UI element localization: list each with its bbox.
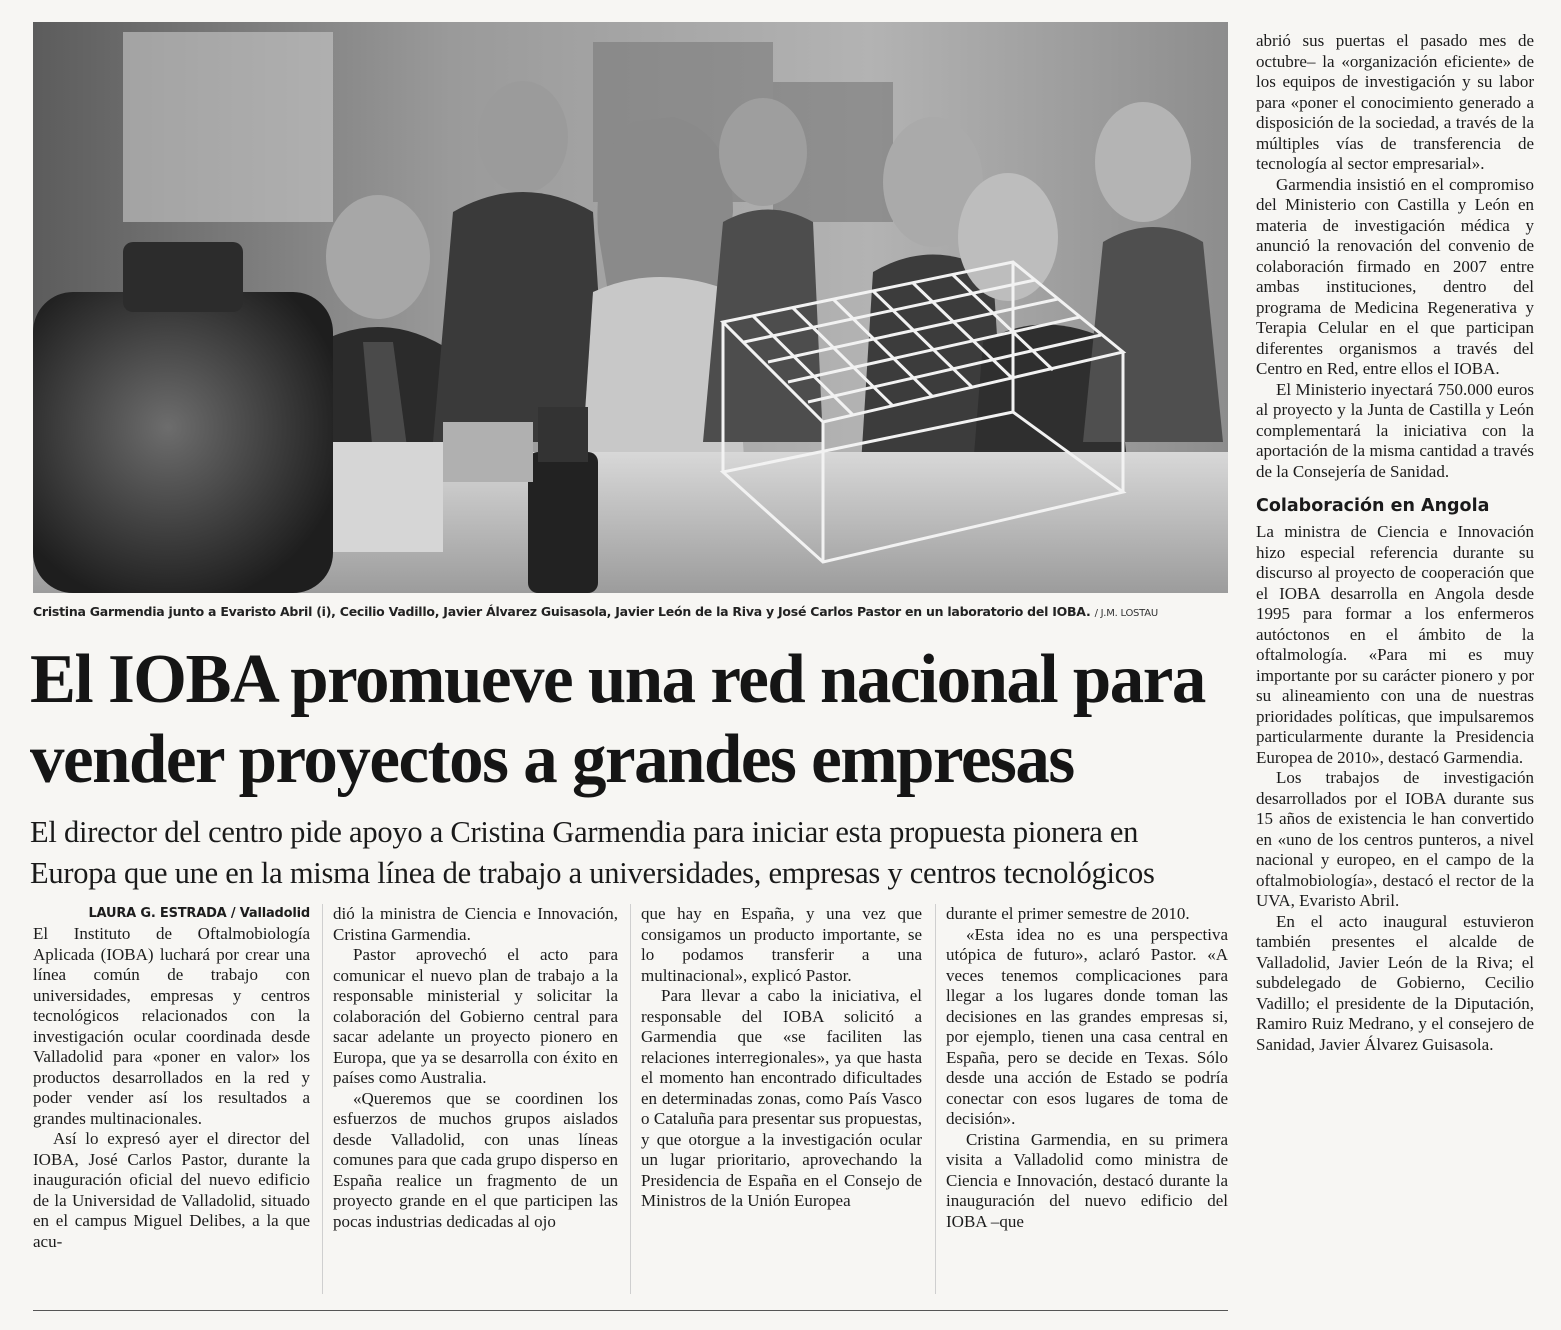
lab-photo-illustration bbox=[33, 22, 1228, 593]
paragraph: «Esta idea no es una perspectiva utópica de futuro», aclaró Pastor. «A veces tenemos complicaciones para llegar a los lugares donde toman las decisiones en las grandes empresas si, por ejemplo, tienen una casa central en España, pero se decide en Texas. Sólo desde una acción de Estado se podría conectar con esos lugares de toma de decisión». bbox=[946, 924, 1228, 1128]
paragraph: Cristina Garmendia, en su primera visita a Valladolid como ministra de Ciencia e Innovación, destacó durante la inauguración del nuevo edificio del IOBA –que bbox=[946, 1129, 1228, 1231]
bottom-rule bbox=[33, 1310, 1228, 1311]
headline-line-2: vender proyectos a grandes empresas bbox=[30, 721, 1074, 798]
article-column-3 bbox=[641, 904, 922, 1212]
photo-credit: / J.M. LOSTAU bbox=[1094, 608, 1158, 619]
column-rule bbox=[935, 904, 936, 1294]
paragraph: Pastor aprovechó el acto para comunicar el nuevo plan de trabajo a la responsable ministerial y solicitar la colaboración del Gobierno central para sacar adelante un proyecto pionero en Europa, que ya se desarrolla con éxito en países como Australia. bbox=[333, 945, 618, 1087]
section-subhead: Colaboración en Angola bbox=[1256, 496, 1490, 516]
paragraph: Los trabajos de investigación desarrollados por el IOBA durante sus 15 años de existencia le han convertido en «uno de los centros punteros, a nivel nacional y europeo, en el campo de la oftalmobiología», destacó el rector de la UVA, Evaristo Abril. bbox=[1256, 768, 1534, 910]
article-column-5 bbox=[1256, 31, 1534, 1055]
paragraph: La ministra de Ciencia e Innovación hizo especial referencia durante su discurso al proyecto de cooperación que el IOBA desarrolla en Angola desde 1995 para formar a los enfermeros autóctonos en el ámbito de la oftalmología. «Para mi es muy importante por su carácter pionero y por su alineamiento con una de nuestras prioridades políticas, que impulsaremos particularmente durante la Presidencia Europea de 2010», destacó Garmendia. bbox=[1256, 522, 1534, 767]
paragraph: El Instituto de Oftalmobiología Aplicada (IOBA) luchará por crear una línea común de trabajo con universidades, empresas y centros tecnológicos relacionados con la investigación ocular coordinada desde Valladolid para «poner en valor» los productos desarrollados en la red y poder vender así los resultados a grandes multinacionales. bbox=[33, 924, 310, 1128]
paragraph: que hay en España, y una vez que consigamos un producto importante, se lo podamos transferir a una multinacional», explicó Pastor. bbox=[641, 904, 922, 985]
column-rule bbox=[322, 904, 323, 1294]
paragraph: Así lo expresó ayer el director del IOBA, José Carlos Pastor, durante la inauguración oficial del nuevo edificio de la Universidad de Valladolid, situado en el campus Miguel Delibes, a la que acu- bbox=[33, 1129, 310, 1251]
article-column-4 bbox=[946, 904, 1228, 1232]
article-column-2 bbox=[333, 904, 618, 1232]
paragraph: abrió sus puertas el pasado mes de octubre– la «organización eficiente» de los equipos de investigación y su labor para «poner el conocimiento generado a disposición de la sociedad, a través de la múltiples vías de transferencia de tecnología al sector empresarial». bbox=[1256, 31, 1534, 173]
headline-line-1: El IOBA promueve una red nacional para bbox=[30, 641, 1205, 718]
photo-caption bbox=[33, 600, 1228, 624]
paragraph: durante el primer semestre de 2010. bbox=[946, 904, 1190, 923]
small-bottle bbox=[528, 452, 598, 593]
lab-box bbox=[333, 442, 443, 552]
paragraph: «Queremos que se coordinen los esfuerzos de muchos grupos aislados desde Valladolid, con unas líneas comunes para que cada grupo disperso en España realice un fragmento de un proyecto grande en el que participen las pocas industrias dedicadas al ojo bbox=[333, 1088, 618, 1231]
subheadline-line-1: El director del centro pide apoyo a Cristina Garmendia para iniciar esta propuesta pionera en bbox=[30, 815, 1139, 849]
article-photo bbox=[33, 22, 1228, 593]
byline: LAURA G. ESTRADA / Valladolid bbox=[88, 906, 310, 921]
subheadline bbox=[30, 812, 1230, 894]
column-rule bbox=[630, 904, 631, 1294]
article-column-1 bbox=[33, 904, 310, 1252]
subheadline-line-2: Europa que une en la misma línea de trabajo a universidades, empresas y centros tecnológicos bbox=[30, 856, 1155, 890]
paragraph: dió la ministra de Ciencia e Innovación, Cristina Garmendia. bbox=[333, 904, 618, 944]
headline bbox=[30, 640, 1212, 800]
paragraph: En el acto inaugural estuvieron también presentes el alcalde de Valladolid, Javier León de la Riva; el subdelegado de Gobierno, Cecilio Vadillo; el presidente de la Diputación, Ramiro Ruiz Medrano, y el consejero de Sanidad, Javier Álvarez Guisasola. bbox=[1256, 911, 1534, 1054]
dark-bottle bbox=[33, 242, 333, 593]
caption-text: Cristina Garmendia junto a Evaristo Abril (i), Cecilio Vadillo, Javier Álvarez Guisasola, Javier León de la Riva y José Carlos Pastor en un laboratorio del IOBA. bbox=[33, 604, 1091, 619]
paragraph: Garmendia insistió en el compromiso del Ministerio con Castilla y León en materia de investigación médica y anunció la renovación del convenio de colaboración firmado en 2007 entre ambas instituciones, dentro del programa de Medicina Regenerativa y Terapia Celular en el que participan diferentes organismos a través del Centro en Red, entre ellos el IOBA. bbox=[1256, 174, 1534, 378]
paragraph: El Ministerio inyectará 750.000 euros al proyecto y la Junta de Castilla y León complementará la iniciativa con la aportación de la misma cantidad a través de la Consejería de Sanidad. bbox=[1256, 379, 1534, 481]
paragraph: Para llevar a cabo la iniciativa, el responsable del IOBA solicitó a Garmendia que «se faciliten las relaciones interregionales», ya que hasta el momento han encontrado dificultades en determinadas zonas, como País Vasco o Cataluña para presentar sus propuestas, y que otorgue a la investigación ocular un lugar prioritario, aprovechando la Presidencia de España en el Consejo de Ministros de la Unión Europea bbox=[641, 986, 922, 1210]
